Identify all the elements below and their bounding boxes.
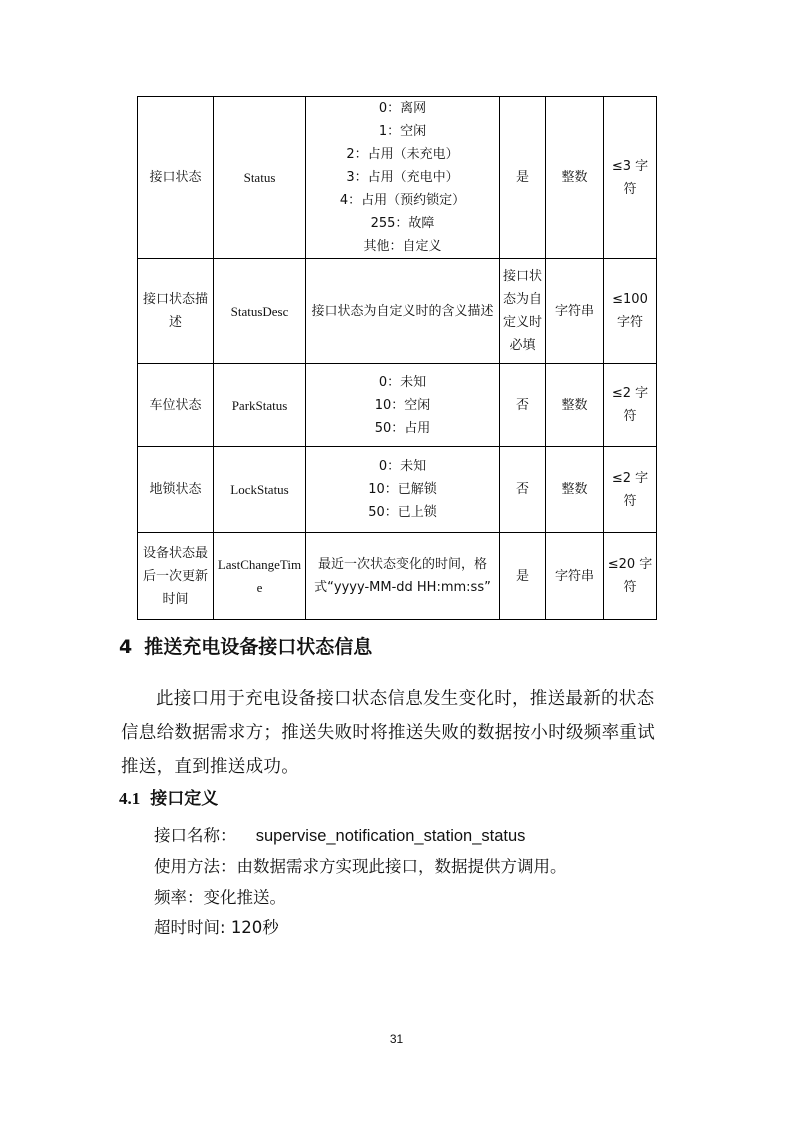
- desc-line: 1：空闲: [378, 124, 427, 139]
- table-row: [138, 259, 657, 364]
- field-type-cell: 整数: [546, 364, 604, 447]
- interface-name-line: [154, 822, 525, 846]
- field-desc-cell: [306, 364, 500, 447]
- desc-line: 2：占用（未充电）: [346, 147, 459, 162]
- desc-line: 3：占用（充电中）: [346, 170, 459, 185]
- field-required-cell: 否: [500, 447, 546, 533]
- field-desc-cell: [306, 447, 500, 533]
- subsection-title: 接口定义: [150, 789, 219, 809]
- desc-line: 255：故障: [370, 216, 435, 231]
- desc-line: 0：离网: [378, 101, 427, 116]
- table-row: [138, 533, 657, 620]
- interface-name-value: supervise_notification_station_status: [255, 827, 526, 845]
- field-name-cell: 设备状态最后一次更新时间: [138, 533, 214, 620]
- field-name-cell: 地锁状态: [138, 447, 214, 533]
- field-required-cell: 是: [500, 533, 546, 620]
- field-length-cell: ≤2 字符: [604, 364, 657, 447]
- field-key-cell: LastChangeTime: [214, 533, 306, 620]
- field-type-cell: 整数: [546, 97, 604, 259]
- section-title: 推送充电设备接口状态信息: [144, 636, 373, 658]
- interface-name-label: 接口名称：: [154, 826, 237, 845]
- table-row: [138, 364, 657, 447]
- field-desc-cell: 最近一次状态变化的时间，格式“yyyy-MM-dd HH:mm:ss”: [306, 533, 500, 620]
- field-spec-table: [137, 96, 657, 620]
- timeout-label: 超时时间:: [154, 918, 226, 937]
- field-required-cell: 否: [500, 364, 546, 447]
- desc-line: 其他：自定义: [363, 239, 442, 254]
- table-row: [138, 447, 657, 533]
- field-length-cell: ≤3 字符: [604, 97, 657, 259]
- section-number: 4: [119, 636, 133, 658]
- timeout-value: 120秒: [230, 918, 279, 937]
- field-length-cell: ≤100 字符: [604, 259, 657, 364]
- field-type-cell: 整数: [546, 447, 604, 533]
- section-paragraph: 此接口用于充电设备接口状态信息发生变化时，推送最新的状态信息给数据需求方；推送失败时将推送失败的数据按小时级频率重试推送，直到推送成功。: [121, 689, 655, 777]
- field-length-cell: ≤20 字符: [604, 533, 657, 620]
- section-heading: [119, 632, 372, 659]
- page-number: 31: [389, 1032, 404, 1046]
- desc-line: 0：未知: [378, 459, 427, 474]
- desc-line: 0：未知: [378, 374, 427, 390]
- field-required-cell: 是: [500, 97, 546, 259]
- usage-value: 由数据需求方实现此接口，数据提供方调用。: [236, 857, 567, 876]
- desc-line: 10：空闲: [374, 397, 431, 413]
- subsection-heading: [119, 784, 218, 809]
- field-name-cell: 车位状态: [138, 364, 214, 447]
- frequency-value: 变化推送。: [203, 888, 286, 907]
- usage-line: [154, 853, 567, 877]
- field-type-cell: 字符串: [546, 259, 604, 364]
- desc-line: 4：占用（预约锁定）: [339, 193, 466, 208]
- field-name-cell: 接口状态: [138, 97, 214, 259]
- field-type-cell: 字符串: [546, 533, 604, 620]
- field-desc-cell: [306, 97, 500, 259]
- desc-line: 50：已上锁: [368, 505, 437, 520]
- field-length-cell: ≤2 字符: [604, 447, 657, 533]
- table-row: [138, 97, 657, 259]
- field-key-cell: Status: [214, 97, 306, 259]
- timeout-line: [154, 914, 279, 938]
- field-key-cell: LockStatus: [214, 447, 306, 533]
- field-desc-cell: 接口状态为自定义时的含义描述: [306, 259, 500, 364]
- field-name-cell: 接口状态描述: [138, 259, 214, 364]
- desc-line: 10：已解锁: [368, 482, 437, 497]
- frequency-line: [154, 884, 286, 908]
- field-key-cell: ParkStatus: [214, 364, 306, 447]
- frequency-label: 频率：: [154, 888, 204, 907]
- desc-line: 50：占用: [374, 420, 431, 436]
- field-required-cell: 接口状态为自定义时必填: [500, 259, 546, 364]
- subsection-number: 4.1: [119, 789, 141, 808]
- usage-label: 使用方法：: [154, 857, 237, 876]
- field-key-cell: StatusDesc: [214, 259, 306, 364]
